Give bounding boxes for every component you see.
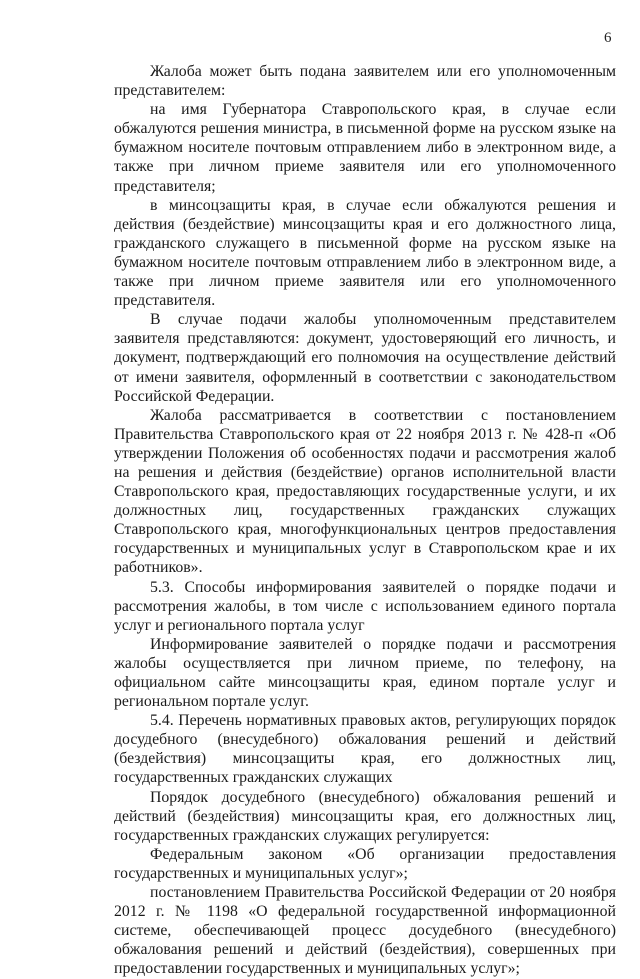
paragraph-federal-law: Федеральным законом «Об организации предоставления государственных и муниципальных услуг»; — [114, 845, 616, 882]
paragraph-intro: Жалоба может быть подана заявителем или его уполномоченным представителем: — [114, 63, 616, 100]
section-5-3-heading: 5.3. Способы информирования заявителей о порядке подачи и рассмотрения жалобы, в том числе с использованием единого портала услуг и регионального портала услуг — [114, 578, 616, 634]
paragraph-review: Жалоба рассматривается в соответствии с постановлением Правительства Ставропольского края от 22 ноября 2013 г. № 428-п «Об утверждении Положения об особенностях подачи и рассмотрения жалоб на решения и действия (бездействие) органов исполнительной власти Ставропольского края, предоставляющих государственные услуги, и их должностных лиц, государственных гражданских служащих Ставропольского края, многофункциональных центров предоставления государственных и муниципальных услуг в Ставропольском крае и их работников». — [114, 406, 616, 577]
document-body — [114, 62, 616, 979]
paragraph-resolution-1198: постановлением Правительства Российской Федерации от 20 ноября 2012 г. № 1198 «О федеральной государственной информационной системе, обеспечивающей процесс досудебного (внесудебного) обжалования решений и действий (бездействия), совершенных при предоставлении государственных и муниципальных услуг»; — [114, 884, 616, 978]
paragraph-informing: Информирование заявителей о порядке подачи и рассмотрения жалобы осуществляется при личном приеме, по телефону, на официальном сайте минсоцзащиты края, едином портале услуг и региональном портале услуг. — [114, 635, 616, 711]
paragraph-representative: В случае подачи жалобы уполномоченным представителем заявителя представляются: документ, удостоверяющий его личность, и документ, подтверждающий его полномочия на осуществление действий от имени заявителя, оформленный в соответствии с законодательством Российской Федерации. — [114, 311, 616, 405]
paragraph-governor: на имя Губернатора Ставропольского края, в случае если обжалуются решения министра, в письменной форме на русском языке на бумажном носителе почтовым отправлением либо в электронном виде, а также при личном приеме заявителя или его уполномоченного представителя; — [114, 101, 616, 195]
page-number: 6 — [604, 30, 612, 46]
paragraph-ministry: в минсоцзащиты края, в случае если обжалуются решения и действия (бездействие) минсоцзащиты края и его должностного лица, гражданского служащего в письменной форме на русском языке на бумажном носителе почтовым отправлением либо в электронном виде, а также при личном приеме заявителя или его уполномоченного представителя. — [114, 196, 616, 310]
section-5-4-heading: 5.4. Перечень нормативных правовых актов, регулирующих порядок досудебного (внесудебного) обжалования решений и действий (бездействия) минсоцзащиты края, его должностных лиц, государственных гражданских служащих — [114, 712, 616, 787]
paragraph-procedure: Порядок досудебного (внесудебного) обжалования решений и действий (бездействия) минсоцзащиты края, его должностных лиц, государственных гражданских служащих регулируется: — [114, 788, 616, 844]
